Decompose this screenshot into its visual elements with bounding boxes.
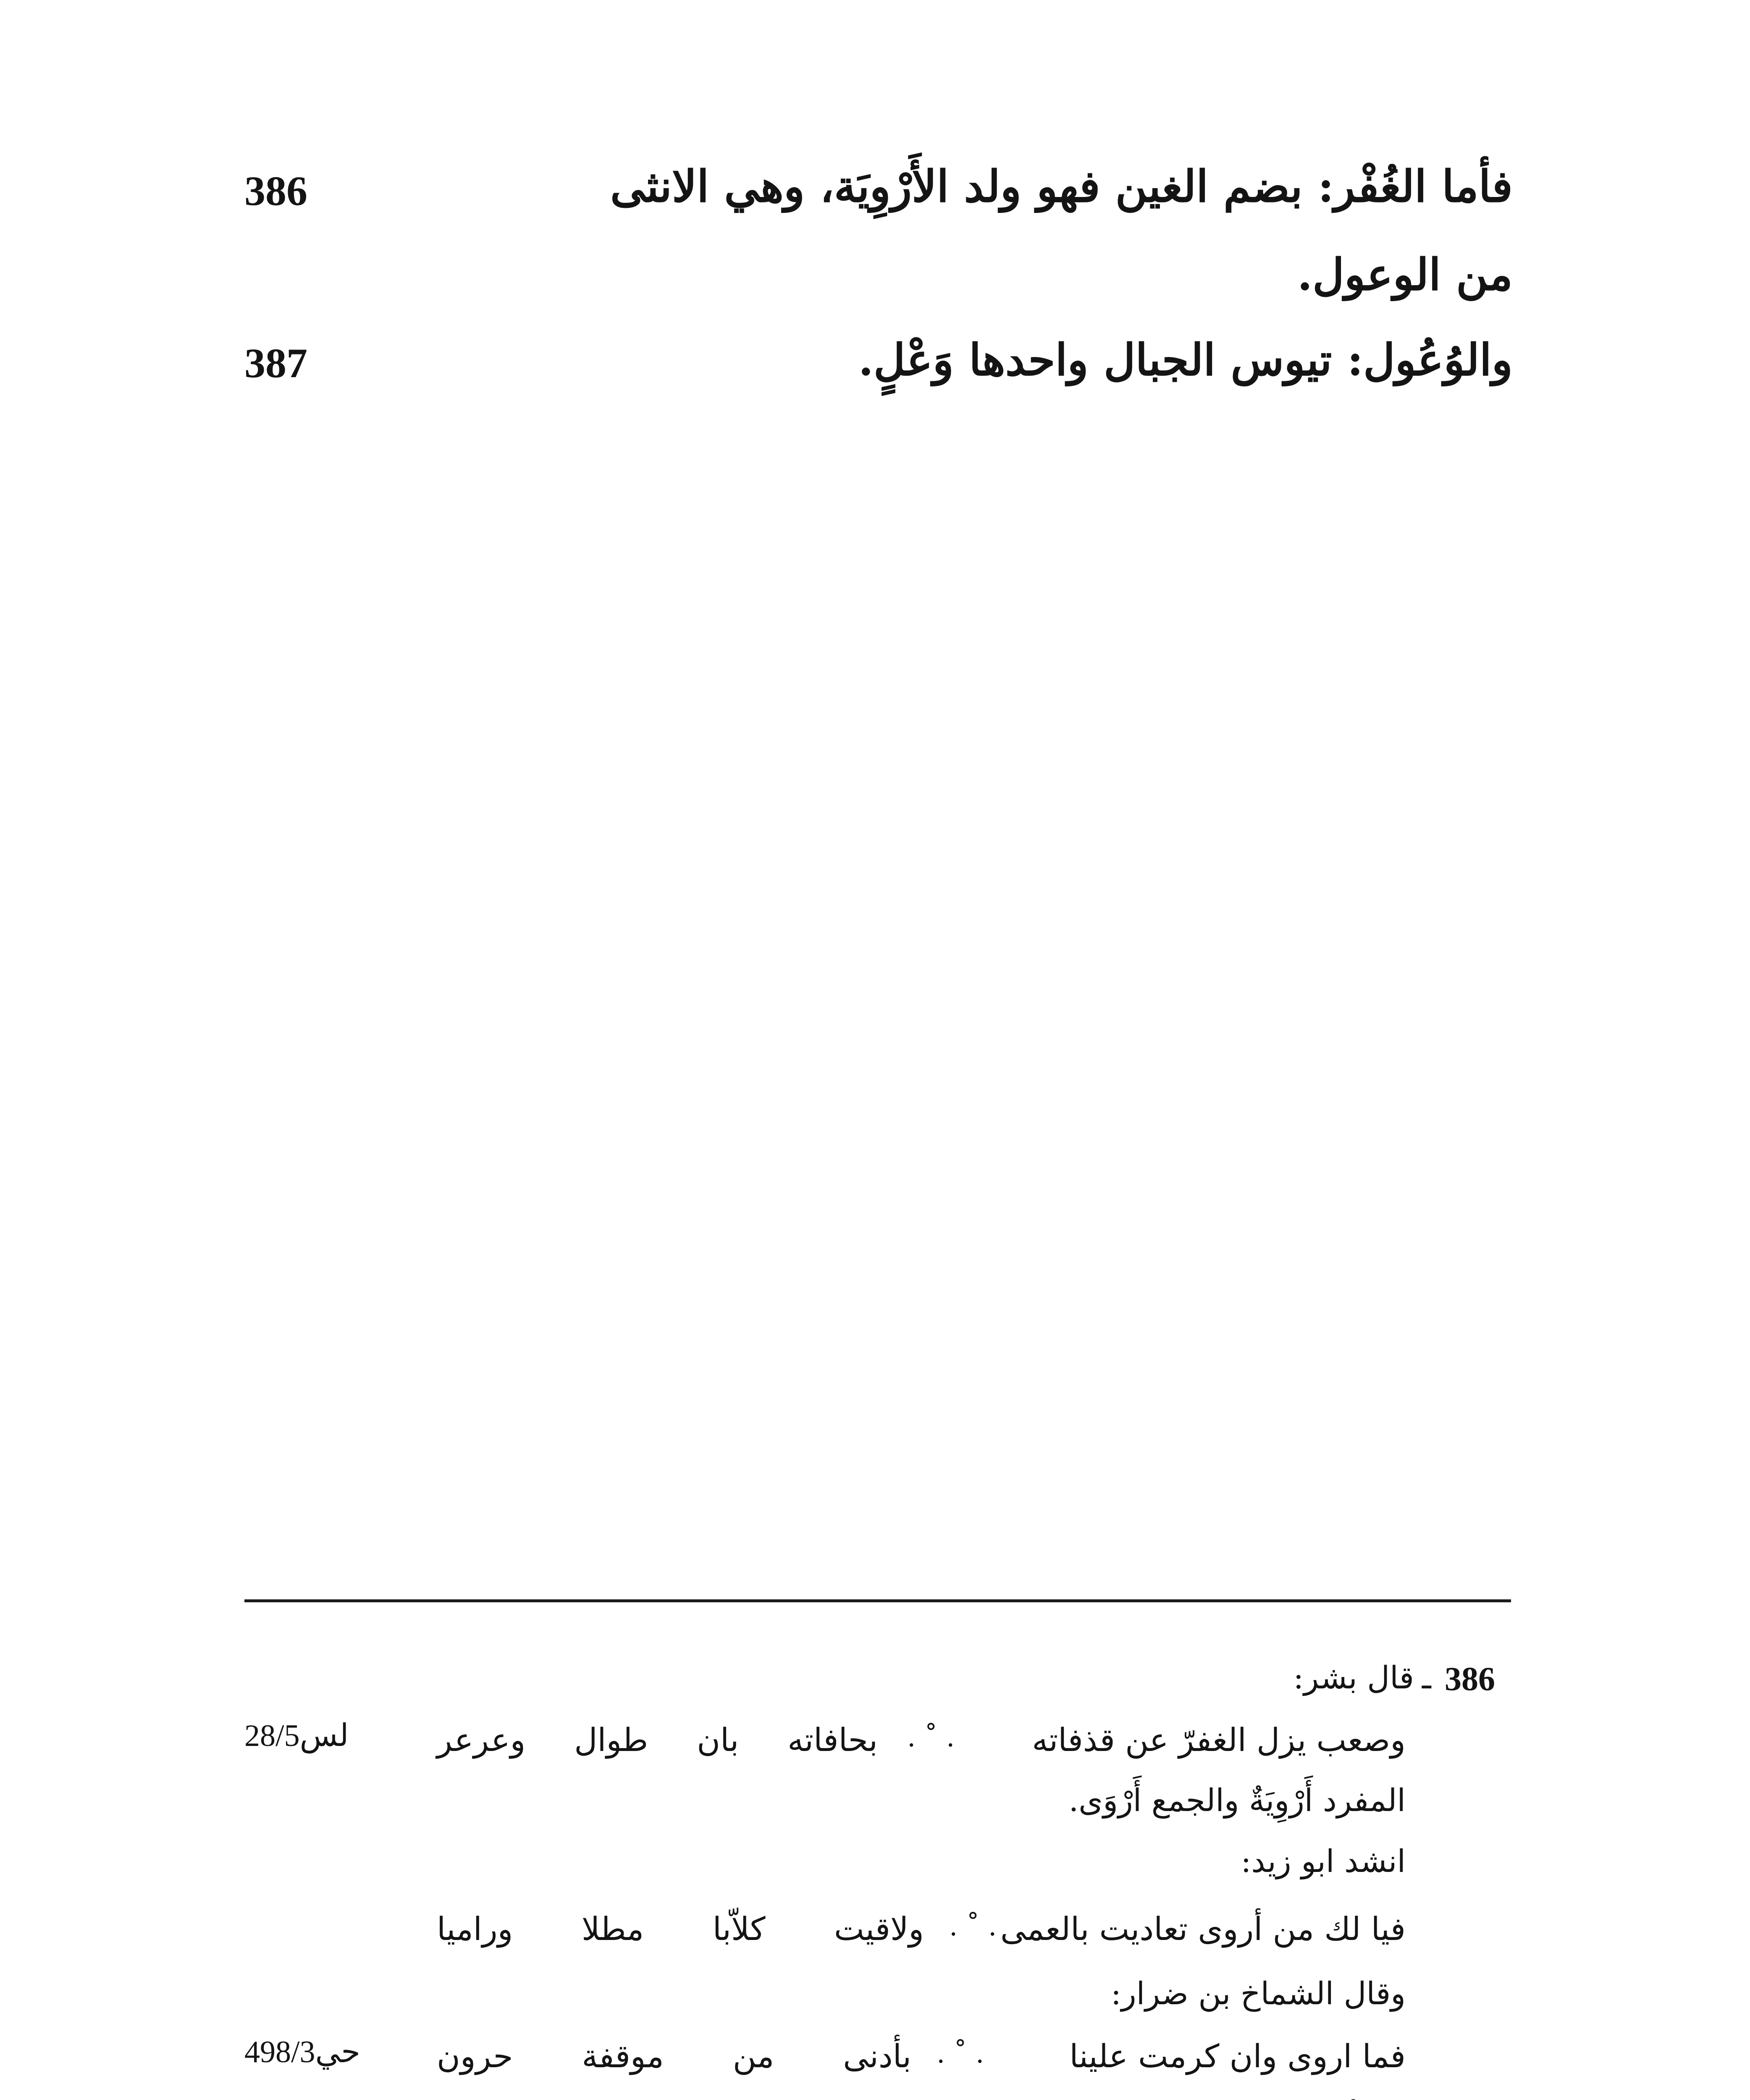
source-reference: 28/5: [244, 1719, 300, 1753]
footnote-386-verse-2-first-hemistich: فيا لك من أروى تعاديت بالعمى: [1000, 1910, 1406, 1948]
footnote-divider: [244, 1599, 1511, 1602]
footnote-386-intro-3: وقال الشماخ بن ضرار:: [1110, 1976, 1406, 2012]
footnote-386-number: 386: [1445, 1661, 1495, 1698]
footnote-386-intro-2: انشد ابو زيد:: [1241, 1843, 1406, 1880]
footnote-386-verse-2-separator: . ˚ .: [949, 1911, 997, 1942]
entry-387-line-1: والوُعُول: تيوس الجبال واحدها وَعْلٍ.: [858, 334, 1513, 386]
source-reference: 498/3: [244, 2035, 315, 2069]
footnote-386-verse-3-source: [244, 2036, 360, 2068]
source-abbreviation: حي: [315, 2034, 360, 2070]
footnote-386-verse-3-separator: . ˚ .: [937, 2038, 984, 2069]
footnote-386-verse-2-second-hemistich: ولاقيت كلاّبا مطلا وراميا: [437, 1910, 924, 1948]
footnote-386-verse-3-second-hemistich: بأدنى من موقفة حرون: [437, 2037, 911, 2075]
entry-386-line-2: من الوعول.: [1297, 249, 1513, 300]
footnote-386-verse-1-second-hemistich: بحافاته بان طوال وعرعر: [437, 1721, 878, 1759]
footnote-386-verse-1-source: [244, 1717, 349, 1754]
entry-386-number: 386: [244, 168, 307, 214]
footnote-386-note: المفرد أَرْوِيَةٌ والجمع أَرْوَى.: [1068, 1782, 1406, 1819]
footnote-386-verse-1-separator: . ˚ .: [907, 1722, 955, 1753]
footnote-386-intro: قال بشر:: [1293, 1660, 1414, 1696]
footnote-386-verse-3-first-hemistich: فما اروى وان كرمت علينا: [1069, 2037, 1406, 2075]
footnote-386-verse-1-first-hemistich: وصعب يزل الغفرّ عن قذفاته: [1032, 1721, 1406, 1759]
entry-387-number: 387: [244, 340, 307, 386]
footnote-386-dash: ـ: [1422, 1660, 1431, 1696]
source-abbreviation: لس: [299, 1717, 349, 1754]
entry-386-line-1: فأما الغُفْر: بضم الغين فهو ولد الأَرْوِيَة، وهي الانثى: [610, 160, 1513, 212]
